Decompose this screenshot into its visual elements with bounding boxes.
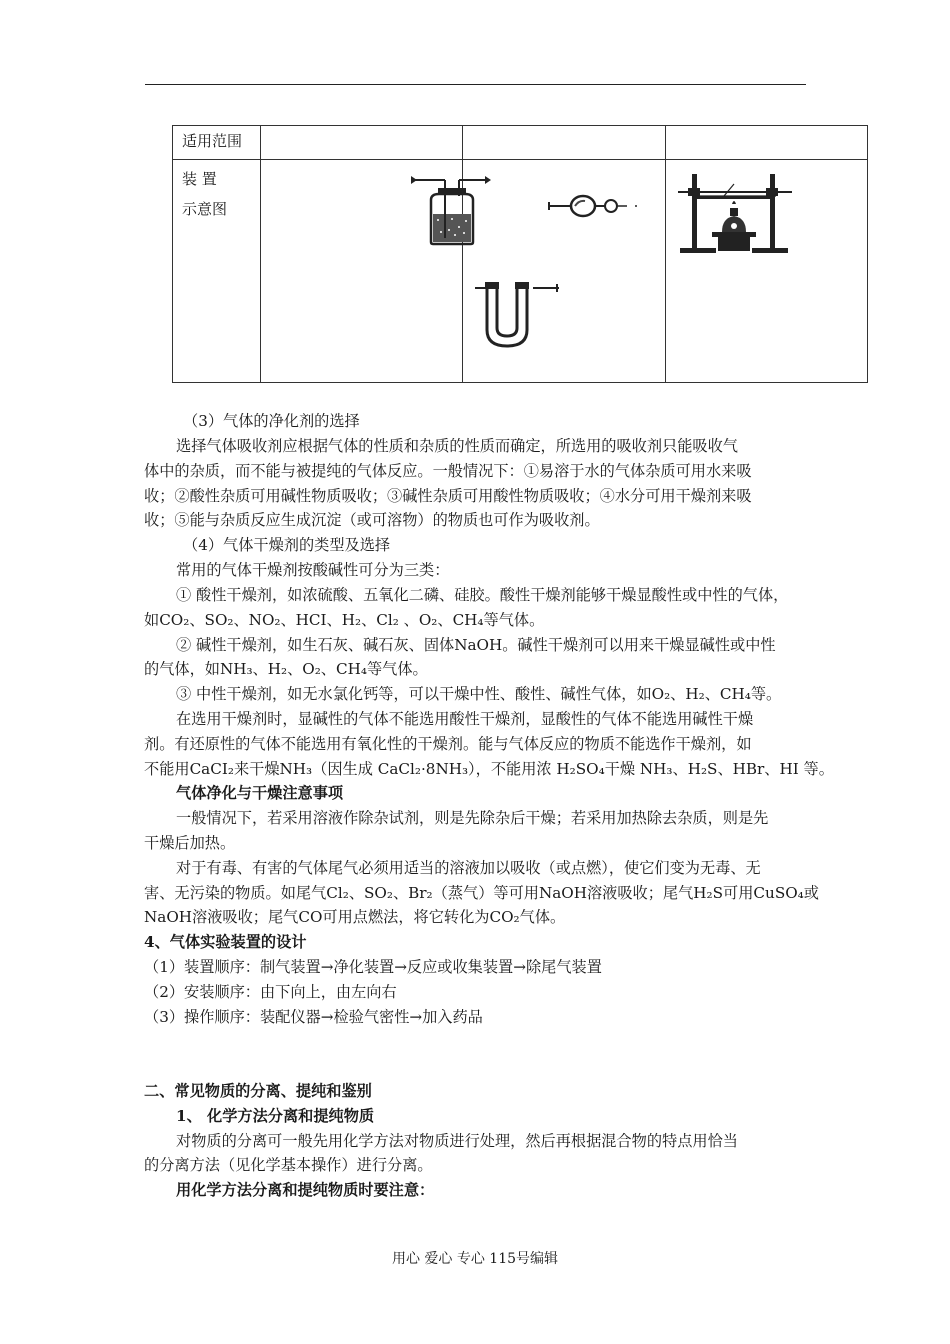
section-heading: 4、气体实验装置的设计 — [144, 933, 307, 951]
page-footer: 用心 爱心 专心 115号编辑 — [391, 1251, 559, 1267]
table-cell — [261, 126, 463, 160]
text-line: （3）操作顺序：装配仪器→检验气密性→加入药品 — [144, 1008, 483, 1026]
diagram-label-line1: 装 置 — [182, 170, 217, 188]
text-line: 收；②酸性杂质可用碱性物质吸收；③碱性杂质可用酸性物质吸收；④水分可用干燥剂来吸 — [144, 487, 752, 505]
text-line: （1）装置顺序：制气装置→净化装置→反应或收集装置→除尾气装置 — [144, 958, 602, 976]
text-line: （4）气体干燥剂的类型及选择 — [183, 536, 391, 554]
text-line: 如CO₂、SO₂、NO₂、HCI、H₂、Cl₂ 、O₂、CH₄等气体。 — [144, 611, 545, 629]
text-line: 不能用CaCI₂来干燥NH₃（因生成 CaCl₂·8NH₃），不能用浓 H₂SO₄干燥 NH₃、H₂S、HBr、HI 等。 — [144, 760, 834, 778]
text-line: 在选用干燥剂时，显碱性的气体不能选用酸性干燥剂，显酸性的气体不能选用碱性干燥 — [176, 710, 754, 728]
section-heading: 用化学方法分离和提纯物质时要注意： — [176, 1181, 435, 1199]
text-line: （3）气体的净化剂的选择 — [183, 412, 360, 430]
text-line: 对物质的分离可一般先用化学方法对物质进行处理，然后再根据混合物的特点用恰当 — [176, 1132, 738, 1150]
section-heading: 气体净化与干燥注意事项 — [176, 784, 344, 802]
text-line: 害、无污染的物质。如尾气Cl₂、SO₂、Br₂（蒸气）等可用NaOH溶液吸收；尾气H₂S可用CuSO₄或 — [144, 884, 819, 902]
text-line: ① 酸性干燥剂，如浓硫酸、五氧化二磷、硅胶。酸性干燥剂能够干燥显酸性或中性的气体， — [176, 586, 789, 604]
diagram-label-line2: 示意图 — [182, 200, 228, 218]
text-line: ③ 中性干燥剂，如无水氯化钙等，可以干燥中性、酸性、碱性气体，如O₂、H₂、CH₄等。 — [176, 685, 782, 703]
drying-tube-icon — [547, 192, 639, 220]
section-heading: 二、常见物质的分离、提纯和鉴别 — [144, 1082, 372, 1100]
header-rule — [145, 84, 806, 85]
apparatus-table — [172, 125, 868, 383]
text-line: 收；⑤能与杂质反应生成沉淀（或可溶物）的物质也可作为吸收剂。 — [144, 511, 600, 529]
text-line: 体中的杂质，而不能与被提纯的气体反应。一般情况下：①易溶于水的气体杂质可用水来吸 — [144, 462, 752, 480]
text-line: 常用的气体干燥剂按酸碱性可分为三类： — [176, 561, 450, 579]
section-heading: 1、 化学方法分离和提纯物质 — [176, 1107, 375, 1125]
u-tube-icon — [473, 278, 563, 350]
text-line: 干燥后加热。 — [144, 834, 236, 852]
text-line: 对于有毒、有害的气体尾气必须用适当的溶液加以吸收（或点燃），使它们变为无毒、无 — [176, 859, 761, 877]
table-cell — [463, 126, 666, 160]
table-cell — [666, 126, 868, 160]
diagram-label — [173, 160, 260, 224]
heated-tube-cell — [666, 160, 868, 383]
text-line: （2）安装顺序：由下向上，由左向右 — [144, 983, 397, 1001]
text-line: NaOH溶液吸收；尾气CO可用点燃法，将它转化为CO₂气体。 — [144, 908, 566, 926]
heated-tube-apparatus-icon — [674, 168, 794, 258]
table-row-label — [173, 126, 261, 160]
text-line: 的气体，如NH₃、H₂、O₂、CH₄等气体。 — [144, 660, 428, 678]
table-row-label — [173, 160, 261, 383]
text-line: 选择气体吸收剂应根据气体的性质和杂质的性质而确定，所选用的吸收剂只能吸收气 — [176, 437, 738, 455]
text-line: ② 碱性干燥剂，如生石灰、碱石灰、固体NaOH。碱性干燥剂可以用来干燥显碱性或中性 — [176, 636, 776, 654]
drying-tube-cell — [463, 160, 666, 383]
text-line: 剂。有还原性的气体不能选用有氧化性的干燥剂。能与气体反应的物质不能选作干燥剂，如 — [144, 735, 752, 753]
scope-label: 适用范围 — [182, 132, 243, 150]
text-line: 的分离方法（见化学基本操作）进行分离。 — [144, 1156, 433, 1174]
gas-washing-bottle-cell — [261, 160, 463, 383]
text-line: 一般情况下，若采用溶液作除杂试剂，则是先除杂后干燥；若采用加热除去杂质，则是先 — [176, 809, 769, 827]
